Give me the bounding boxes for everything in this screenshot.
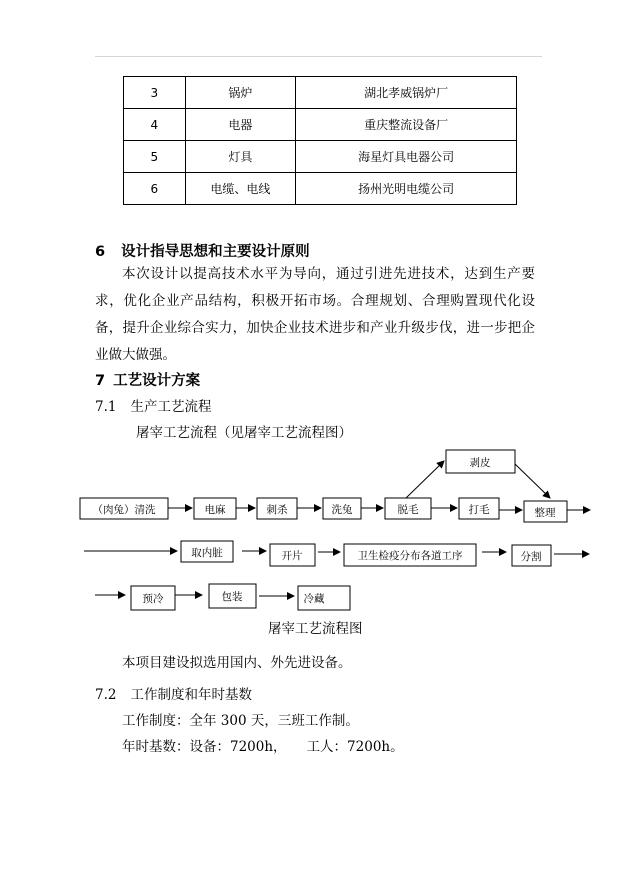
row-number: 6 xyxy=(124,173,186,205)
work-system: 工作制度：全年 300 天，三班工作制。 xyxy=(122,713,359,729)
flow-step-precool: 预冷 xyxy=(142,593,164,605)
flow-step-eviscerate: 取内脏 xyxy=(191,547,223,559)
flow-step-bleed: 刺杀 xyxy=(266,504,288,516)
flow-caption: 屠宰工艺流程图 xyxy=(268,621,363,637)
section-7-heading: 7 工艺设计方案 xyxy=(95,373,201,389)
equipment-name: 灯具 xyxy=(185,141,296,173)
table-row xyxy=(124,141,517,173)
header-rule xyxy=(95,56,542,57)
subsection-7-1-heading: 7.1 生产工艺流程 xyxy=(95,399,212,415)
flow-step-stun: 电麻 xyxy=(204,504,226,516)
equipment-name: 电缆、电线 xyxy=(185,173,296,205)
flow-step-brush: 打毛 xyxy=(468,504,490,516)
equipment-table xyxy=(123,76,517,205)
table-row xyxy=(124,77,517,109)
flow-step-split: 开片 xyxy=(281,550,303,562)
row-number: 4 xyxy=(124,109,186,141)
slaughter-flow-diagram xyxy=(0,440,621,620)
flow-step-inspection: 卫生检疫分布各道工序 xyxy=(357,550,463,562)
flow-step-cut: 分割 xyxy=(520,551,542,563)
supplier-name: 湖北孝威锅炉厂 xyxy=(296,77,517,109)
supplier-name: 重庆整流设备厂 xyxy=(296,109,517,141)
subsection-7-2-heading: 7.2 工作制度和年时基数 xyxy=(95,687,252,703)
flow-step-wash: （肉兔）清洗 xyxy=(92,504,156,516)
flow-step-rinse: 洗兔 xyxy=(331,504,353,516)
supplier-name: 海星灯具电器公司 xyxy=(296,141,517,173)
flow-step-trim: 整理 xyxy=(534,507,556,519)
supplier-name: 扬州光明电缆公司 xyxy=(296,173,517,205)
equipment-name: 锅炉 xyxy=(185,77,296,109)
table-row xyxy=(124,109,517,141)
equipment-note: 本项目建设拟选用国内、外先进设备。 xyxy=(122,655,352,671)
row-number: 3 xyxy=(124,77,186,109)
flow-step-skin: 剥皮 xyxy=(469,457,491,469)
flow-intro: 屠宰工艺流程（见屠宰工艺流程图） xyxy=(136,425,352,441)
section-6-heading: 6 设计指导思想和主要设计原则 xyxy=(95,244,310,260)
section-6-paragraph: 本次设计以提高技术水平为导向，通过引进先进技术，达到生产要求，优化企业产品结构，积极开拓市场。合理规划、合理购置现代化设备，提升企业综合实力，加快企业技术进步和产业升级步伐，进一步把企业做大做强。 xyxy=(95,266,535,363)
flow-step-dehair: 脱毛 xyxy=(397,504,419,516)
equipment-name: 电器 xyxy=(185,109,296,141)
table-row xyxy=(124,173,517,205)
flow-step-refrigerate: 冷藏 xyxy=(303,593,325,605)
flow-step-package: 包装 xyxy=(221,591,243,603)
row-number: 5 xyxy=(124,141,186,173)
annual-hours: 年时基数：设备：7200h， 工人：7200h。 xyxy=(122,739,404,755)
